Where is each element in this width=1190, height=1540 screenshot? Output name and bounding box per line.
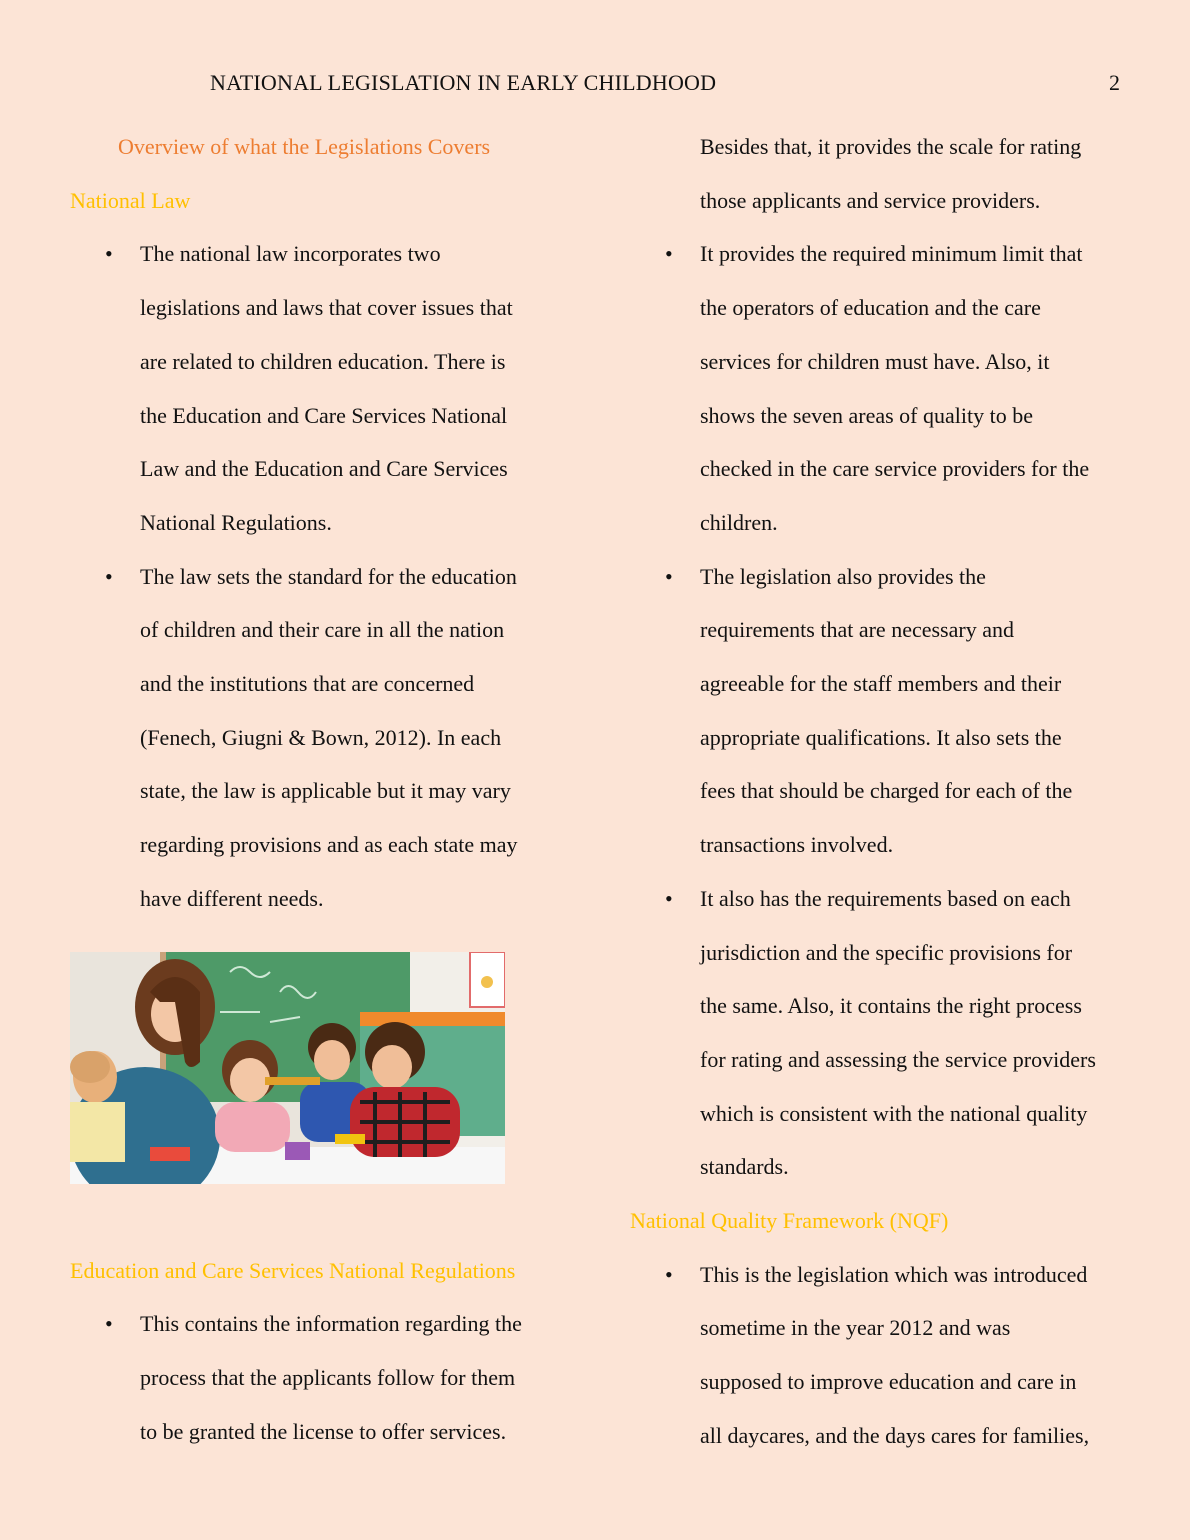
national-law-heading: National Law	[70, 187, 191, 213]
text-line: sometime in the year 2012 and was	[700, 1315, 1011, 1341]
right-column	[630, 120, 1130, 1463]
text-line: The law sets the standard for the education	[140, 563, 517, 589]
left-column	[70, 120, 560, 1458]
text-line: It also has the requirements based on each	[700, 885, 1071, 911]
text-line: to be granted the license to offer services.	[140, 1418, 507, 1444]
text-line: of children and their care in all the nation	[140, 617, 505, 643]
text-line: the Education and Care Services National	[140, 402, 508, 428]
list-item	[70, 227, 560, 549]
bullet-icon: •	[665, 885, 673, 911]
bullet-icon: •	[105, 241, 113, 267]
text-line: children.	[700, 509, 778, 535]
text-line: fees that should be charged for each of the	[700, 778, 1073, 804]
text-line: process that the applicants follow for them	[140, 1364, 516, 1390]
bullet-icon: •	[665, 1261, 673, 1287]
classroom-photo	[70, 952, 505, 1184]
list-item	[70, 1297, 560, 1458]
text-line: The national law incorporates two	[140, 241, 441, 267]
bullet-icon: •	[665, 563, 673, 589]
list-item-continuation	[630, 120, 1130, 227]
text-line: those applicants and service providers.	[700, 187, 1041, 213]
text-line: regarding provisions and as each state may	[140, 832, 518, 858]
text-line: National Regulations.	[140, 509, 332, 535]
text-line: It provides the required minimum limit that	[700, 241, 1083, 267]
text-line: This contains the information regarding the	[140, 1311, 522, 1337]
text-line: This is the legislation which was introduced	[700, 1261, 1088, 1287]
text-line: agreeable for the staff members and their	[700, 671, 1062, 697]
text-line: for rating and assessing the service providers	[700, 1046, 1096, 1072]
bullet-icon: •	[665, 241, 673, 267]
page-number: 2	[1109, 70, 1120, 95]
overview-heading: Overview of what the Legislations Covers	[118, 134, 491, 159]
text-line: shows the seven areas of quality to be	[700, 402, 1033, 428]
text-line: supposed to improve education and care in	[700, 1369, 1077, 1395]
bullet-icon: •	[105, 1311, 113, 1337]
text-line: appropriate qualifications. It also sets the	[700, 724, 1062, 750]
text-line: services for children must have. Also, it	[700, 348, 1050, 374]
text-line: all daycares, and the days cares for families,	[700, 1422, 1090, 1448]
bullet-icon: •	[105, 563, 113, 589]
text-line: transactions involved.	[700, 832, 894, 858]
text-line: are related to children education. There is	[140, 348, 506, 374]
list-item	[70, 550, 560, 926]
list-item	[630, 550, 1130, 872]
text-line: The legislation also provides the	[700, 563, 986, 589]
regulations-heading: Education and Care Services National Regulations	[70, 1257, 516, 1283]
text-line: state, the law is applicable but it may vary	[140, 778, 511, 804]
text-line: standards.	[700, 1154, 789, 1180]
nqf-heading: National Quality Framework (NQF)	[630, 1208, 949, 1234]
text-line: have different needs.	[140, 885, 324, 911]
text-line: requirements that are necessary and	[700, 617, 1014, 643]
text-line: jurisdiction and the specific provisions for	[700, 939, 1073, 965]
text-line: which is consistent with the national quality	[700, 1100, 1088, 1126]
text-line: and the institutions that are concerned	[140, 671, 475, 697]
list-item	[630, 1248, 1130, 1463]
text-line: the operators of education and the care	[700, 295, 1041, 321]
list-item	[630, 872, 1130, 1194]
text-line: checked in the care service providers for the	[700, 456, 1090, 482]
text-line: Besides that, it provides the scale for rating	[700, 134, 1082, 159]
text-line: the same. Also, it contains the right process	[700, 993, 1082, 1019]
running-header-title: NATIONAL LEGISLATION IN EARLY CHILDHOOD	[210, 70, 717, 95]
text-line: legislations and laws that cover issues that	[140, 295, 513, 321]
text-line: (Fenech, Giugni & Bown, 2012). In each	[140, 724, 502, 750]
text-line: Law and the Education and Care Services	[140, 456, 508, 482]
list-item	[630, 227, 1130, 549]
